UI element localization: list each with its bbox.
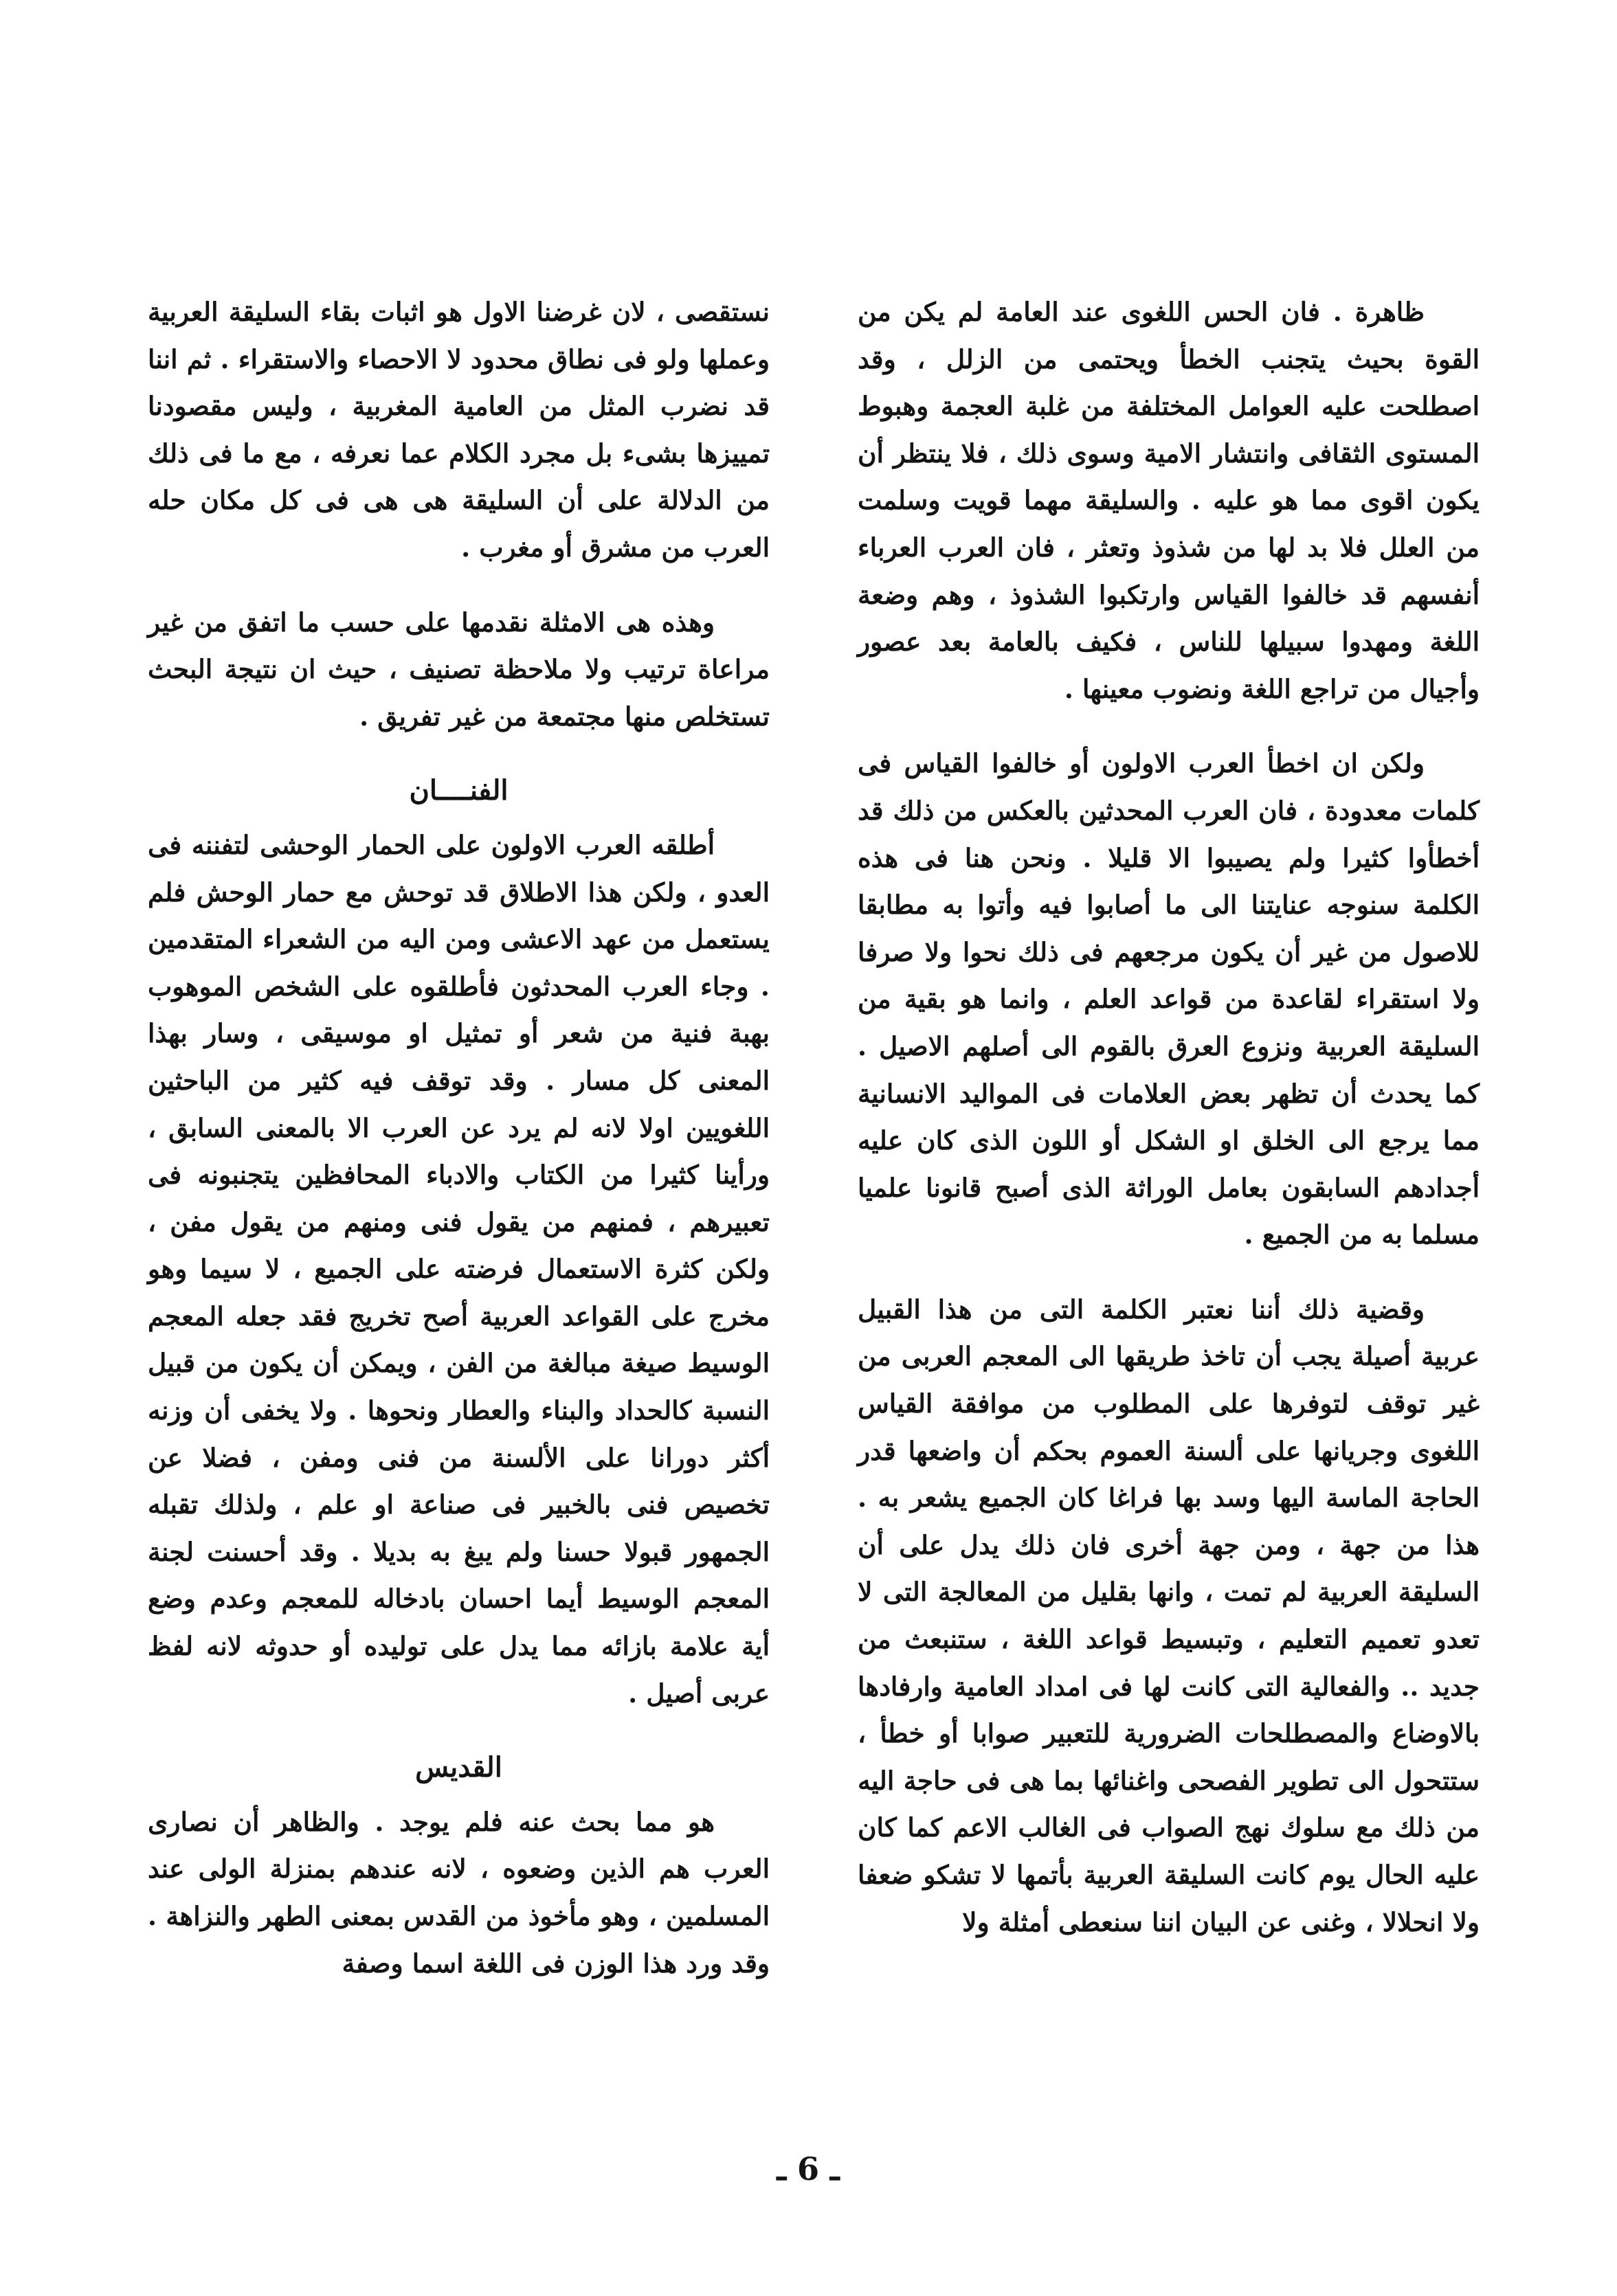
- paragraph: ولكن ان اخطأ العرب الاولون أو خالفوا القياس فى كلمات معدودة ، فان العرب المحدثين بالعكس من ذلك قد أخطأوا كثيرا ولم يصيبوا الا قليلا . ونحن هنا فى هذه الكلمة سنوجه عنايتنا الى ما أصابوا فيه وأتوا به مطابقا للاصول من غير أن يكون مرجعهم فى ذلك نحوا ولا صرفا ولا استقراء لقاعدة من قواعد العلم ، وانما هو بقية من السليقة العربية ونزوع العرق بالقوم الى أصلهم الاصيل . كما يحدث أن تظهر بعض العلامات فى المواليد الانسانية مما يرجع الى الخلق او الشكل أو اللون الذى كان عليه أجدادهم السابقون بعامل الوراثة الذى أصبح قانونا علميا مسلما به من الجميع .: [858, 748, 1480, 1250]
- right-column: [858, 289, 1480, 1973]
- section-heading-fannan: الفنــــان: [409, 774, 509, 807]
- paragraph: هو مما بحث عنه فلم يوجد . والظاهر أن نصارى العرب هم الذين وضعوه ، لانه عندهم بمنزلة الولى عند المسلمين ، وهو مأخوذ من القدس بمعنى الطهر والنزاهة . وقد ورد هذا الوزن فى اللغة اسما وصفة: [148, 1806, 770, 1979]
- left-column: [148, 289, 770, 2014]
- paragraph: أطلقه العرب الاولون على الحمار الوحشى لتفننه فى العدو ، ولكن هذا الاطلاق قد توحش مع حمار الوحش فلم يستعمل من عهد الاعشى ومن اليه من الشعراء المتقدمين . وجاء العرب المحدثون فأطلقوه على الشخص الموهوب بهبة فنية من شعر أو تمثيل او موسيقى ، وسار بهذا المعنى كل مسار . وقد توقف فيه كثير من الباحثين اللغويين اولا لانه لم يرد عن العرب الا بالمعنى السابق ، ورأينا كثيرا من الكتاب والادباء المحافظين يتجنبونه فى تعبيرهم ، فمنهم من يقول فنى ومنهم من يقول مفن ، ولكن كثرة الاستعمال فرضته على الجميع ، لا سيما وهو مخرج على القواعد العربية أصح تخريج فقد جعله المعجم الوسيط صيغة مبالغة من الفن ، ويمكن أن يكون من قبيل النسبة كالحداد والبناء والعطار ونحوها . ولا يخفى أن وزنه أكثر دورانا على الألسنة من فنى ومفن ، فضلا عن تخصيص فنى بالخبير فى صناعة او علم ، ولذلك تقبله الجمهور قبولا حسنا ولم يبغ به بديلا . وقد أحسنت لجنة المعجم الوسيط أيما احسان بادخاله للمعجم وعدم وضع أية علامة بازائه مما يدل على توليده أو حدوثه لانه لفظ عربى أصيل .: [148, 829, 770, 1709]
- paragraph: ظاهرة . فان الحس اللغوى عند العامة لم يكن من القوة بحيث يتجنب الخطأ ويحتمى من الزلل ، وقد اصطلحت عليه العوامل المختلفة من غلبة العجمة وهبوط المستوى الثقافى وانتشار الامية وسوى ذلك ، فلا ينتظر أن يكون اقوى مما هو عليه . والسليقة مهما قويت وسلمت من العلل فلا بد لها من شذوذ وتعثر ، فان العرب العرباء أنفسهم قد خالفوا القياس وارتكبوا الشذوذ ، وهم وضعة اللغة ومهدوا سبيلها للناس ، فكيف بالعامة بعد عصور وأجيال من تراجع اللغة ونضوب معينها .: [858, 297, 1480, 704]
- paragraph: وهذه هى الامثلة نقدمها على حسب ما اتفق من غير مراعاة ترتيب ولا ملاحظة تصنيف ، حيث ان نتيجة البحث تستخلص منها مجتمعة من غير تفريق .: [148, 607, 770, 732]
- section-heading-qiddis: القديس: [415, 1751, 502, 1784]
- paragraph: نستقصى ، لان غرضنا الاول هو اثبات بقاء السليقة العربية وعملها ولو فى نطاق محدود لا الاحصاء والاستقراء . ثم اننا قد نضرب المثل من العامية المغربية ، وليس مقصودنا تمييزها بشىء بل مجرد الكلام عما نعرفه ، مع ما فى ذلك من الدلالة على أن السليقة هى هى فى كل مكان حله العرب من مشرق أو مغرب .: [148, 297, 770, 563]
- paragraph: وقضية ذلك أننا نعتبر الكلمة التى من هذا القبيل عربية أصيلة يجب أن تاخذ طريقها الى المعجم العربى من غير توقف لتوفرها على المطلوب من موافقة القياس اللغوى وجريانها على ألسنة العموم بحكم أن واضعها قدر الحاجة الماسة اليها وسد بها فراغا كان الجميع يشعر به . هذا من جهة ، ومن جهة أخرى فان ذلك يدل على أن السليقة العربية لم تمت ، وانها بقليل من المعالجة التى لا تعدو تعميم التعليم ، وتبسيط قواعد اللغة ، ستنبعث من جديد .. والفعالية التى كانت لها فى امداد العامية وارفادها بالاوضاع والمصطلحات الضرورية للتعبير صوابا أو خطأ ، ستتحول الى تطوير الفصحى واغنائها بما هى فى حاجة اليه من ذلك مع سلوك نهج الصواب فى الغالب الاعم كما كان عليه الحال يوم كانت السليقة العربية بأتمها لا تشكو ضعفا ولا انحلالا ، وغنى عن البيان اننا سنعطى أمثلة ولا: [858, 1294, 1480, 1937]
- page-number: ـ 6 ـ: [777, 2150, 840, 2187]
